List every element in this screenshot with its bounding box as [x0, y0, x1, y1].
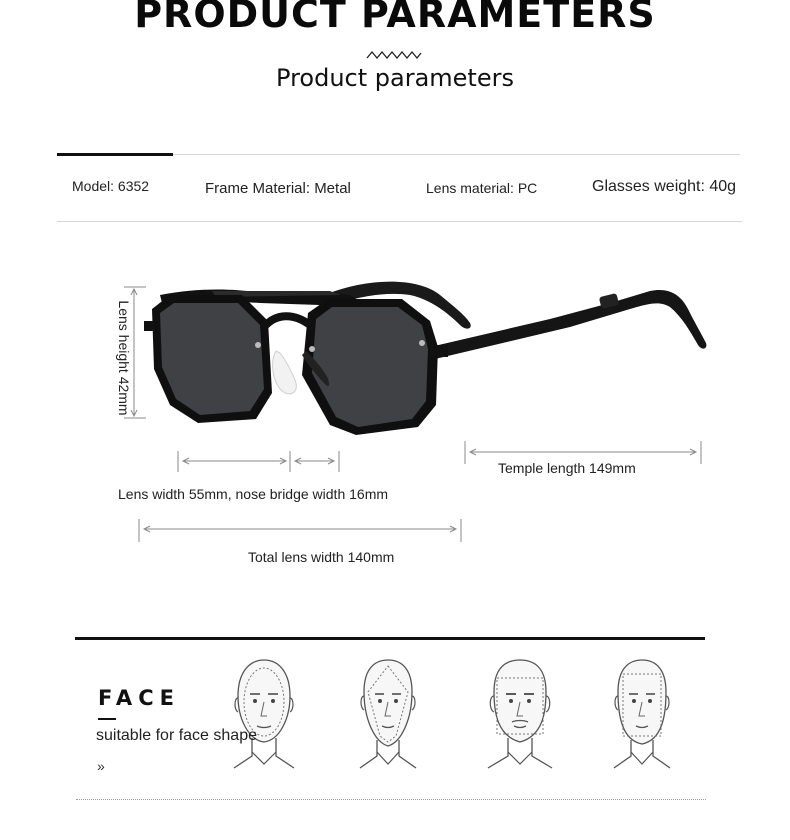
spec-bar-bottom-divider: [57, 221, 742, 222]
square-face-icon: [480, 656, 560, 774]
double-chevron-icon: »: [97, 758, 105, 774]
temple-length-label: Temple length 149mm: [498, 460, 636, 476]
face-title-underline: [98, 718, 116, 720]
face-section-title: FACE: [98, 686, 180, 710]
lens-height-label: Lens height 42mm: [116, 300, 132, 416]
spec-lens-material: Lens material: PC: [426, 180, 538, 196]
spec-bar-top-divider: [173, 154, 740, 155]
zigzag-ornament-icon: [365, 50, 423, 60]
long-face-icon: [352, 656, 424, 774]
spec-model: Model: 6352: [72, 178, 150, 194]
page-subtitle: Product parameters: [276, 64, 514, 92]
total-width-dimension: [136, 517, 466, 545]
spec-frame-material: Frame Material: Metal: [205, 180, 351, 197]
spec-bar-accent: [57, 153, 173, 156]
lens-bridge-label: Lens width 55mm, nose bridge width 16mm: [118, 486, 389, 502]
face-section-divider: [75, 637, 705, 640]
spec-weight: Glasses weight: 40g: [592, 178, 737, 195]
total-width-label: Total lens width 140mm: [248, 549, 395, 565]
oval-face-icon: [228, 656, 300, 774]
bottom-dotted-divider: [76, 799, 706, 800]
lens-bridge-dimension: [175, 448, 345, 474]
sunglasses-image: [130, 265, 720, 445]
page-title: PRODUCT PARAMETERS: [134, 0, 656, 36]
face-section-subtitle: suitable for face shape: [96, 727, 257, 744]
rectangular-face-icon: [606, 656, 678, 774]
